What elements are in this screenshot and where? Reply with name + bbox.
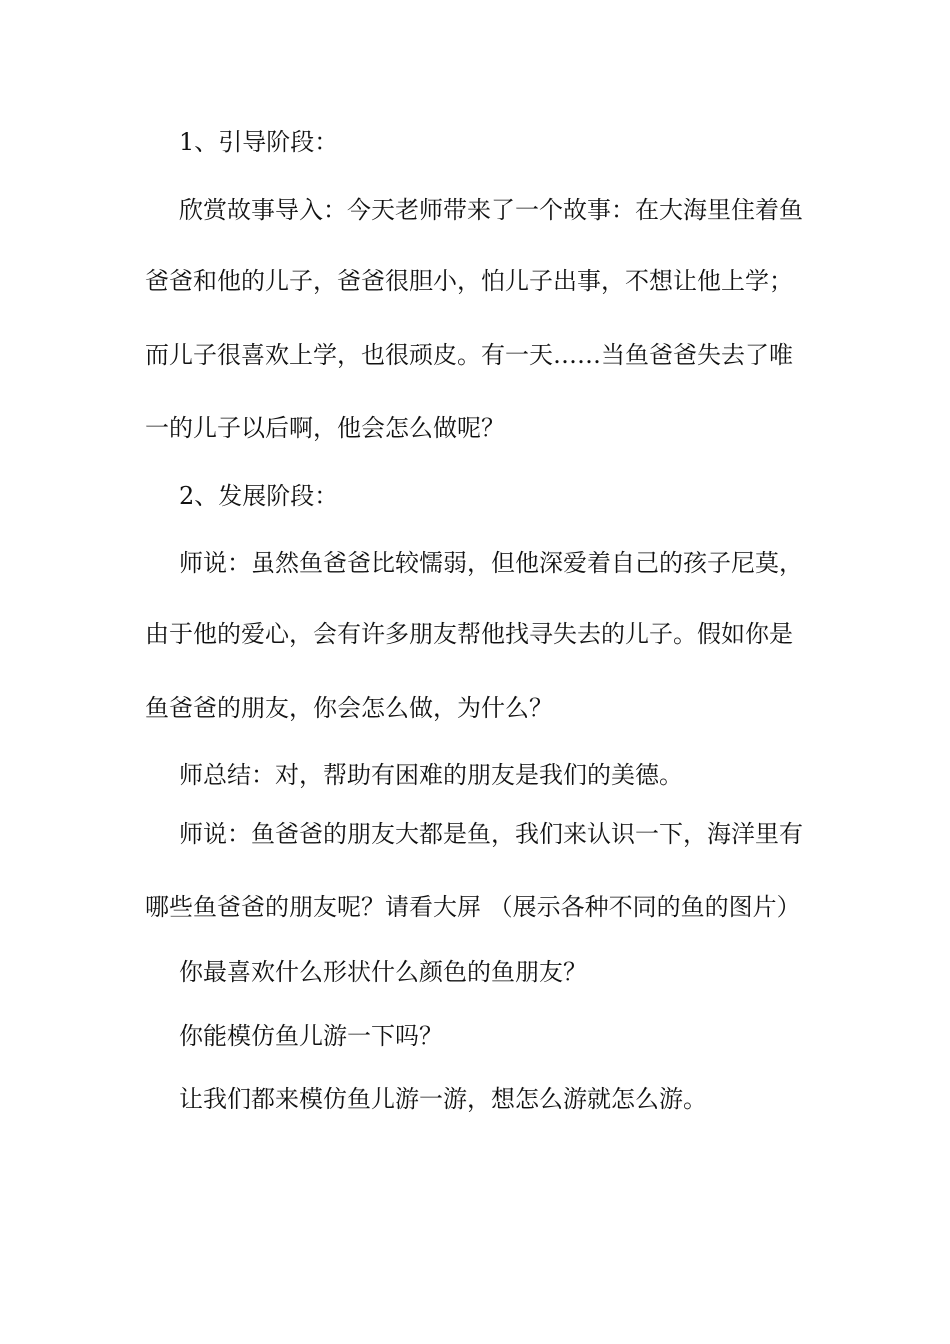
- paragraph-line: 师总结：对，帮助有困难的朋友是我们的美德。: [179, 761, 683, 789]
- paragraph-line: 让我们都来模仿鱼儿游一游，想怎么游就怎么游。: [179, 1085, 707, 1113]
- paragraph-line: 你最喜欢什么形状什么颜色的鱼朋友？: [179, 958, 587, 986]
- section-heading-development: 2、发展阶段：: [179, 482, 339, 510]
- paragraph-line: 由于他的爱心，会有许多朋友帮他找寻失去的儿子。假如你是: [145, 620, 793, 648]
- section-heading-guide: 1、引导阶段：: [179, 128, 339, 156]
- paragraph-line: 爸爸和他的儿子，爸爸很胆小，怕儿子出事，不想让他上学；: [145, 267, 793, 295]
- paragraph-line: 一的儿子以后啊，他会怎么做呢？: [145, 414, 505, 442]
- paragraph-line: 你能模仿鱼儿游一下吗？: [179, 1022, 443, 1050]
- paragraph-line: 师说：鱼爸爸的朋友大都是鱼，我们来认识一下，海洋里有: [179, 820, 803, 848]
- paragraph-line: 师说：虽然鱼爸爸比较懦弱，但他深爱着自己的孩子尼莫，: [179, 549, 803, 577]
- paragraph-line: 鱼爸爸的朋友，你会怎么做，为什么？: [145, 694, 553, 722]
- paragraph-line: 哪些鱼爸爸的朋友呢？请看大屏 （展示各种不同的鱼的图片）: [145, 893, 801, 921]
- paragraph-line: 欣赏故事导入：今天老师带来了一个故事：在大海里住着鱼: [179, 196, 803, 224]
- paragraph-line: 而儿子很喜欢上学，也很顽皮。有一天……当鱼爸爸失去了唯: [145, 341, 793, 369]
